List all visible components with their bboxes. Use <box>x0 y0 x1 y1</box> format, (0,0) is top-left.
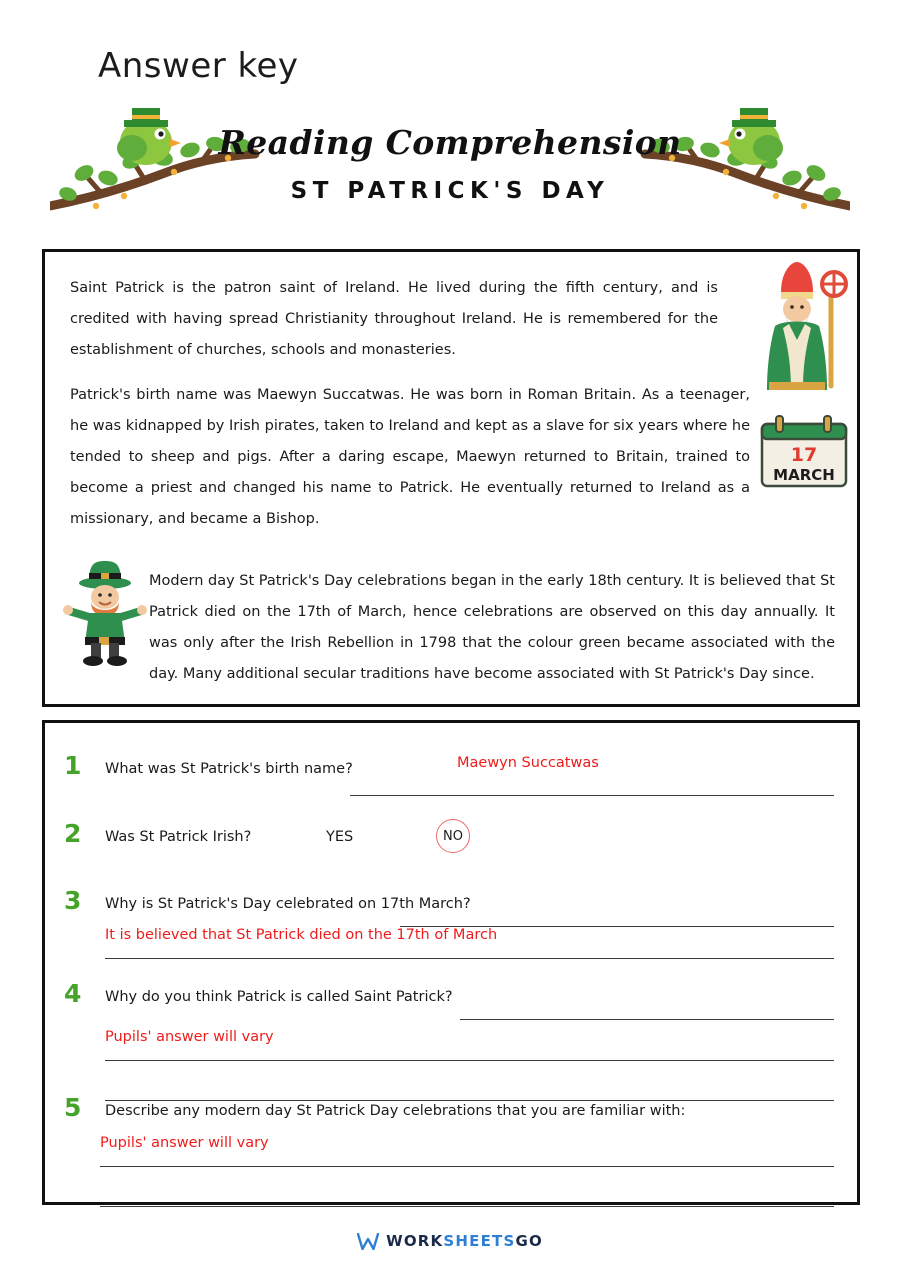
footer-brand-part1: WORK <box>386 1232 444 1250</box>
worksheet-subtitle: ST PATRICK'S DAY <box>290 178 610 204</box>
option-no[interactable]: NO <box>436 819 470 853</box>
option-yes[interactable]: YES <box>326 829 354 845</box>
calendar-illustration <box>750 414 855 494</box>
question-number-2: 2 <box>64 819 82 848</box>
worksheetsgo-logo-icon <box>357 1233 379 1250</box>
question-text-1: What was St Patrick's birth name? <box>105 761 353 777</box>
answer-text-4[interactable]: Pupils' answer will vary <box>105 1029 274 1045</box>
answer-text-1[interactable]: Maewyn Succatwas <box>457 755 599 771</box>
answer-line-5b[interactable] <box>100 1206 834 1207</box>
question-number-5: 5 <box>64 1093 82 1122</box>
answer-line-3b[interactable] <box>105 958 834 959</box>
question-text-4: Why do you think Patrick is called Saint Patrick? <box>105 989 453 1005</box>
calendar-day: 17 <box>790 444 818 466</box>
question-number-3: 3 <box>64 886 82 915</box>
question-number-4: 4 <box>64 979 82 1008</box>
answer-line-1[interactable] <box>350 795 834 796</box>
question-item-3 <box>45 878 863 978</box>
footer-brand <box>386 1232 543 1250</box>
questions-box <box>42 720 860 1205</box>
question-text-2: Was St Patrick Irish? <box>105 829 252 845</box>
question-item-1 <box>45 743 863 803</box>
worksheet-title: Reading Comprehension <box>218 123 682 162</box>
answer-line-5a[interactable] <box>100 1166 834 1167</box>
calendar-month: MARCH <box>773 466 835 484</box>
saint-patrick-illustration <box>745 262 850 392</box>
question-item-5 <box>45 1085 863 1205</box>
passage-paragraph-1: Saint Patrick is the patron saint of Ireland. He lived during the fifth century, and is credited with having spread Christianity throughout Ireland. He is remembered for the establishment of churches, schools and monasteries. <box>70 280 718 358</box>
question-text-3: Why is St Patrick's Day celebrated on 17th March? <box>105 896 471 912</box>
footer <box>0 1232 900 1255</box>
passage-paragraph-3: Modern day St Patrick's Day celebrations began in the early 18th century. It is believed that St Patrick died on the 17th of March, hence celebrations are observed on this day annually. It was only after the Irish Rebellion in 1798 that the colour green became associated with the day. Many additional secular traditions have become associated with St Patrick's Day since. <box>149 573 835 682</box>
passage-paragraph-2: Patrick's birth name was Maewyn Succatwas. He was born in Roman Britain. As a teenager, he was kidnapped by Irish pirates, taken to Ireland and kept as a slave for six years where he tended to sheep and pigs. After a daring escape, Maewyn returned to Britain, trained to become a priest and changed his name to Patrick. He eventually returned to Ireland as a missionary, and became a Bishop. <box>70 387 750 527</box>
footer-brand-part2: SHEETS <box>443 1232 516 1250</box>
question-text-5: Describe any modern day St Patrick Day celebrations that you are familiar with: <box>105 1103 686 1119</box>
footer-brand-part3: GO <box>515 1232 543 1250</box>
question-number-1: 1 <box>64 751 82 780</box>
page-title: Answer key <box>98 46 299 86</box>
question-item-2 <box>45 811 863 867</box>
answer-line-4a[interactable] <box>460 1019 834 1020</box>
answer-text-3[interactable]: It is believed that St Patrick died on the 17th of March <box>105 927 498 943</box>
answer-line-4b[interactable] <box>105 1060 834 1061</box>
leprechaun-illustration <box>63 557 147 667</box>
answer-text-5[interactable]: Pupils' answer will vary <box>100 1135 269 1151</box>
header-band <box>40 100 860 230</box>
reading-passage-box <box>42 249 860 707</box>
